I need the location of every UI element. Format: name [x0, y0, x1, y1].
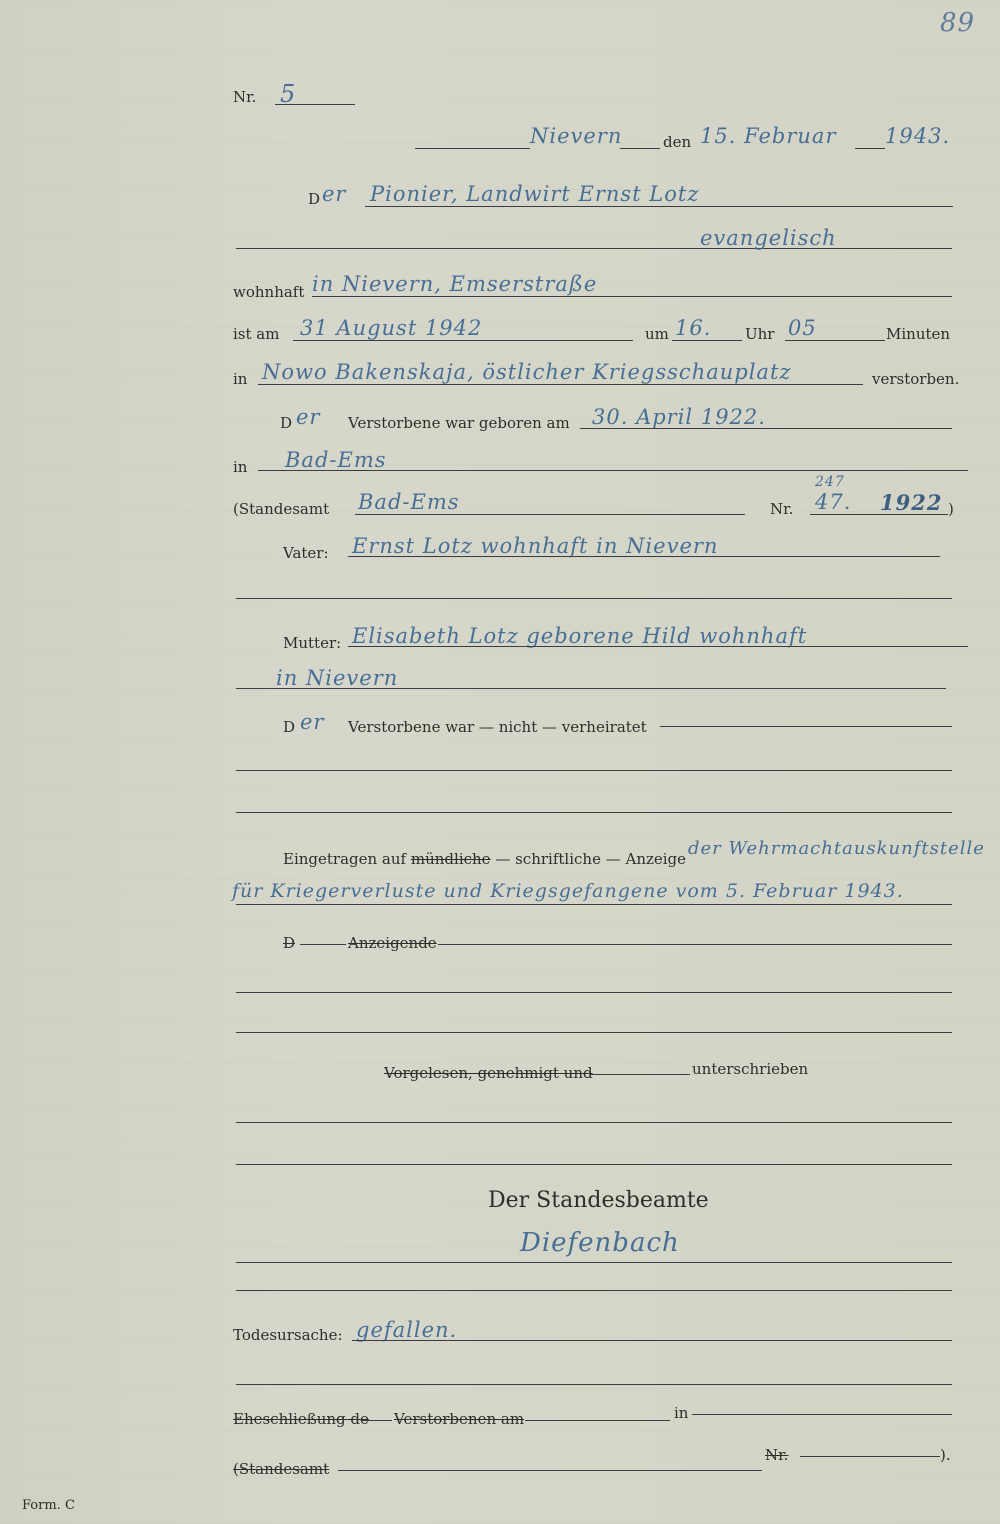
registration-label: [283, 850, 686, 868]
birth-nr-top: 247: [815, 474, 845, 490]
rule: [580, 428, 952, 429]
cause-label: Todesursache:: [233, 1326, 343, 1344]
rule: [348, 556, 940, 557]
mother: Elisabeth Lotz geborene Hild wohnhaft: [352, 624, 808, 648]
marriage-nr-label: Nr.: [765, 1446, 789, 1464]
registration-label-mid: — schriftliche — Anzeige: [495, 850, 687, 868]
rule: [348, 646, 968, 647]
read-approved-struck: Vorgelesen, genehmigt und: [384, 1064, 593, 1082]
uhr-label: Uhr: [745, 325, 775, 343]
marital-prefix: D: [283, 718, 296, 736]
father: Ernst Lotz wohnhaft in Nievern: [352, 534, 719, 558]
birth-close-paren: ): [948, 500, 954, 518]
verstorben-label: verstorben.: [872, 370, 960, 388]
den-label: den: [663, 133, 692, 151]
death-place: Nowo Bakenskaja, östlicher Kriegsschauplatz: [262, 360, 792, 384]
rule: [785, 340, 885, 341]
mother-line2: in Nievern: [276, 666, 399, 690]
rule: [438, 944, 952, 945]
father-label: Vater:: [283, 544, 329, 562]
hour: 16.: [675, 316, 712, 340]
date: 15. Februar: [700, 124, 837, 148]
deceased-gender: er: [322, 182, 347, 206]
registrar-signature: Diefenbach: [520, 1228, 680, 1258]
rule: [236, 1290, 952, 1291]
year: 1943.: [885, 124, 951, 148]
birth-gender: er: [296, 405, 321, 429]
rule: [355, 514, 745, 515]
marriage-label2: Verstorbenen am: [394, 1410, 525, 1428]
died-label: ist am: [233, 325, 280, 343]
rule: [236, 1122, 952, 1123]
rule: [236, 1032, 952, 1033]
rule: [236, 904, 952, 905]
rule: [236, 1384, 952, 1385]
entry-no-label: Nr.: [233, 88, 257, 106]
informant-prefix: D: [283, 934, 296, 952]
rule: [660, 726, 952, 727]
rule: [236, 598, 952, 599]
deceased-prefix: D: [308, 190, 321, 208]
birth-nr-value: 47.: [815, 490, 852, 514]
informant-label: Anzeigende: [348, 934, 437, 952]
marital-gender: er: [300, 710, 325, 734]
marriage-close: ).: [940, 1446, 951, 1464]
birth-in-label: in: [233, 458, 248, 476]
birth-standesamt-label: (Standesamt: [233, 500, 330, 518]
rule: [810, 514, 948, 515]
rule: [525, 1420, 670, 1421]
rule: [275, 104, 355, 105]
birth-nr-year: 1922: [880, 490, 943, 515]
birth-standesamt: Bad-Ems: [358, 490, 460, 514]
birth-place: Bad-Ems: [285, 448, 387, 472]
registration-text: der Wehrmachtauskunftstelle: [688, 838, 985, 859]
birth-nr-label: Nr.: [770, 500, 794, 518]
birth-prefix: D: [280, 414, 293, 432]
marital-label: Verstorbene war — nicht — verheiratet: [348, 718, 647, 736]
birth-label: Verstorbene war geboren am: [348, 414, 570, 432]
rule: [338, 1470, 762, 1471]
rule: [293, 340, 633, 341]
rule: [258, 470, 968, 471]
um-label: um: [645, 325, 669, 343]
birth-date: 30. April 1922.: [592, 405, 766, 429]
form-label: Form. C: [22, 1498, 75, 1513]
death-in-label: in: [233, 370, 248, 388]
rule: [800, 1456, 940, 1457]
registrar-title: Der Standesbeamte: [488, 1188, 709, 1213]
marriage-label: Eheschließung de: [233, 1410, 369, 1428]
marriage-standesamt-label: (Standesamt: [233, 1460, 330, 1478]
entry-no: 5: [280, 80, 297, 108]
rule: [590, 1074, 690, 1075]
rule: [236, 770, 952, 771]
rule: [415, 148, 530, 149]
rule: [312, 296, 952, 297]
rule: [672, 340, 742, 341]
mother-label: Mutter:: [283, 634, 342, 652]
rule: [300, 944, 346, 945]
religion: evangelisch: [700, 226, 837, 250]
rule: [620, 148, 660, 149]
deceased-name-line: Pionier, Landwirt Ernst Lotz: [370, 182, 700, 206]
rule: [236, 992, 952, 993]
marriage-in-label: in: [674, 1404, 689, 1422]
rule: [236, 812, 952, 813]
read-approved-label: unterschrieben: [692, 1060, 809, 1078]
rule: [236, 688, 946, 689]
residence-label: wohnhaft: [233, 283, 305, 301]
rule: [352, 1340, 952, 1341]
registration-text-line2: für Kriegerverluste und Kriegsgefangene vom 5. Februar 1943.: [232, 880, 904, 902]
residence: in Nievern, Emserstraße: [312, 272, 598, 296]
page-number: 89: [940, 8, 976, 38]
rule: [855, 148, 885, 149]
rule: [258, 384, 863, 385]
rule: [236, 1164, 952, 1165]
place: Nievern: [530, 124, 623, 148]
minutes: 05: [788, 316, 817, 340]
registration-struck: mündliche: [410, 850, 491, 868]
death-date: 31 August 1942: [300, 316, 483, 340]
rule: [365, 206, 953, 207]
rule: [236, 1262, 952, 1263]
minuten-label: Minuten: [886, 325, 951, 343]
rule: [236, 248, 952, 249]
registration-label-start: Eingetragen auf: [283, 850, 407, 868]
cause-value: gefallen.: [356, 1318, 458, 1342]
rule: [692, 1414, 952, 1415]
rule: [362, 1420, 392, 1421]
